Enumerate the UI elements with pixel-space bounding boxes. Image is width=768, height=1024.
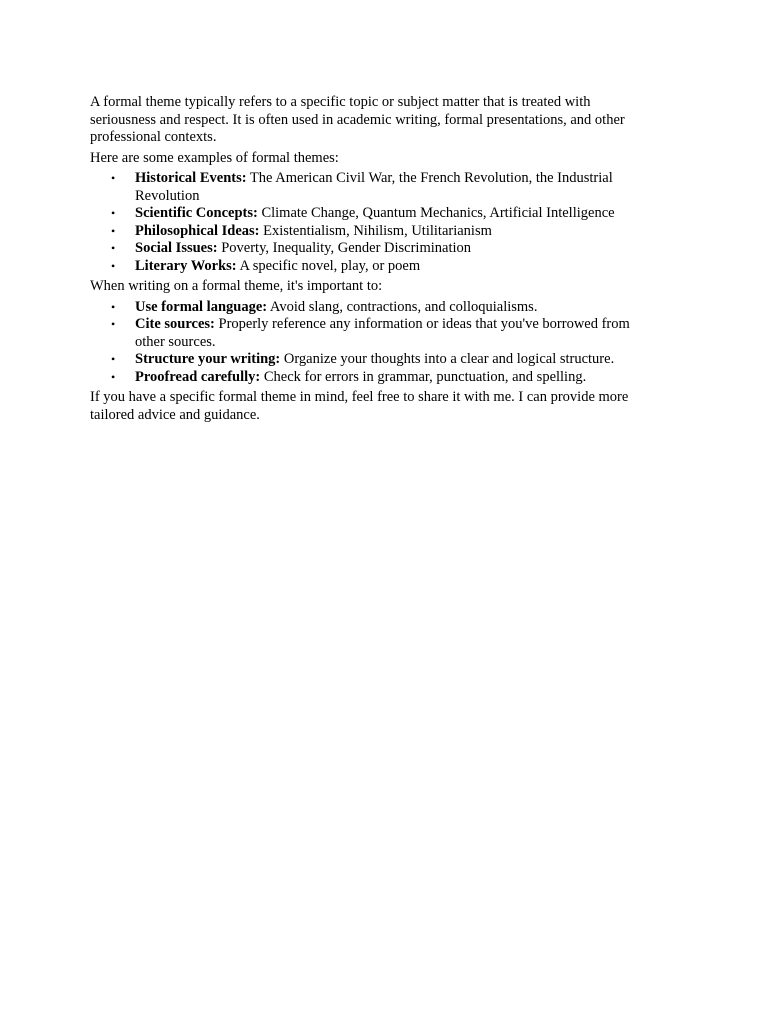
list-item-term: Philosophical Ideas: bbox=[135, 222, 260, 239]
list-item-term: Scientific Concepts: bbox=[135, 205, 258, 221]
list-item-text: Existentialism, Nihilism, Utilitarianism bbox=[259, 222, 492, 239]
bullet-icon: • bbox=[111, 171, 116, 185]
list-item-text: Properly reference any information or ideas that you've borrowed from other sources. bbox=[135, 316, 630, 350]
bullet-icon: • bbox=[111, 241, 116, 255]
list-item-term: Social Issues: bbox=[135, 240, 218, 256]
document-page bbox=[90, 94, 660, 427]
examples-list bbox=[90, 170, 660, 275]
list-item-text: Organize your thoughts into a clear and logical structure. bbox=[280, 351, 615, 367]
list-item bbox=[111, 205, 660, 223]
bullet-icon: • bbox=[111, 206, 116, 220]
list-item-term: Historical Events: bbox=[135, 170, 247, 186]
list-item bbox=[111, 170, 660, 205]
bullet-icon: • bbox=[111, 369, 116, 384]
list-item-text: A specific novel, play, or poem bbox=[236, 257, 421, 274]
list-item-term: Structure your writing: bbox=[135, 351, 281, 367]
list-item bbox=[111, 316, 660, 351]
list-item-text: Avoid slang, contractions, and colloquialisms. bbox=[267, 298, 538, 315]
list-item-text: The American Civil War, the French Revolution, the Industrial Revolution bbox=[135, 170, 613, 204]
tips-heading: When writing on a formal theme, it's important to: bbox=[90, 278, 383, 294]
list-item bbox=[111, 240, 660, 258]
list-item-text: Check for errors in grammar, punctuation, and spelling. bbox=[260, 368, 587, 385]
list-item bbox=[111, 298, 660, 317]
intro-paragraph: A formal theme typically refers to a specific topic or subject matter that is treated with seriousness and respect. It is often used in academic writing, formal presentations, and other professional contexts. bbox=[90, 94, 625, 145]
examples-heading: Here are some examples of formal themes: bbox=[90, 149, 339, 166]
closing-paragraph: If you have a specific formal theme in mind, feel free to share it with me. I can provide more tailored advice and guidance. bbox=[90, 389, 629, 423]
bullet-icon: • bbox=[111, 299, 116, 314]
bullet-icon: • bbox=[111, 352, 116, 366]
list-item-text: Climate Change, Quantum Mechanics, Artificial Intelligence bbox=[257, 205, 615, 221]
bullet-icon: • bbox=[111, 223, 116, 238]
list-item bbox=[111, 351, 660, 369]
list-item-term: Cite sources: bbox=[135, 316, 215, 332]
list-item-term: Literary Works: bbox=[135, 257, 237, 274]
bullet-icon: • bbox=[111, 317, 116, 331]
list-item-term: Use formal language: bbox=[135, 298, 268, 315]
tips-list bbox=[90, 299, 660, 387]
list-item-text: Poverty, Inequality, Gender Discrimination bbox=[217, 240, 472, 256]
bullet-icon: • bbox=[111, 258, 116, 273]
list-item bbox=[111, 368, 660, 387]
list-item-term: Proofread carefully: bbox=[135, 368, 261, 385]
list-item bbox=[111, 257, 660, 276]
list-item bbox=[111, 222, 660, 241]
